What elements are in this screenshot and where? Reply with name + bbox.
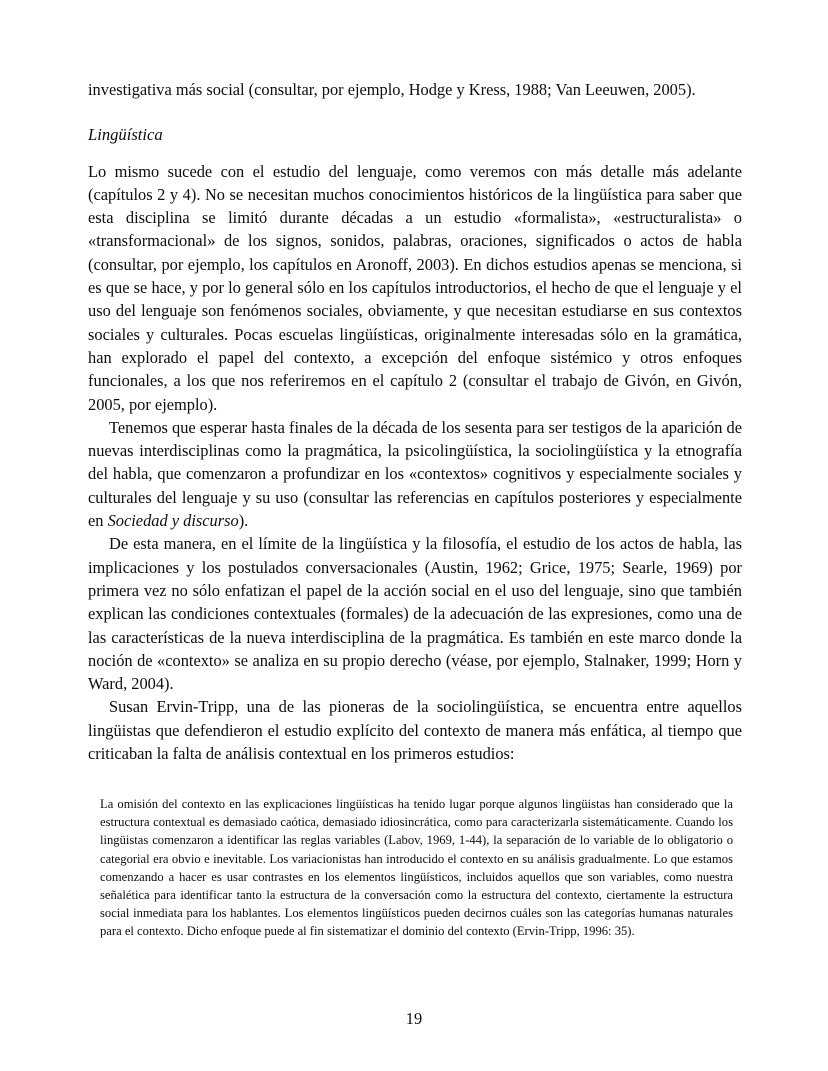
page-number: 19: [405, 1009, 423, 1028]
paragraph-4: Susan Ervin-Tripp, una de las pioneras de la sociolingüística, se encuentra entre aquellos lingüistas que defendieron el estudio explícito del contexto de manera más enfática, al tiempo que criticaban la falta de análisis contextual en los primeros estudios:: [88, 697, 742, 764]
paragraph-continuation-top: investigativa más social (consultar, por ejemplo, Hodge y Kress, 1988; Van Leeuwen, 2005).: [88, 80, 696, 99]
spacer-before-heading: [88, 101, 742, 123]
section-heading-linguistica: Lingüística: [88, 125, 163, 145]
paragraph-2-text-after-title: ).: [238, 511, 249, 531]
page-body-content: [88, 78, 742, 765]
block-quote-text: La omisión del contexto en las explicaciones lingüísticas ha tenido lugar porque algunos lingüistas han considerado que la estructura contextual es demasiado caótica, demasiado idiosincrática, como para caracterizarla sistemáticamente. Cuando los lingüistas comenzaron a identificar las reglas variables (Labov, 1969, 1-44), la separación de lo variable de lo obligatorio o categorial era obvio e inevitable. Los variacionistas han introducido el contexto en su análisis gradualmente. Lo que estamos comenzando a hacer es usar contrastes en los elementos lingüísticos, incluidos aquellos que son variables, como nuestra señalética para identificar tanto la estructura de la conversación como la estructura del contexto, ciertamente la estructura social inmediata para los hablantes. Los elementos lingüísticos pueden decirnos cuáles son las categorías humanas naturales para el contexto. Dicho enfoque puede al fin sistematizar el dominio del contexto (Ervin-Tripp, 1996: 35).: [100, 797, 733, 939]
block-quote-container: [100, 795, 733, 941]
spacer-after-heading: [88, 147, 742, 160]
paragraph-2: [88, 416, 742, 532]
paragraph-2-text-before-title: Tenemos que esperar hasta finales de la década de los sesenta para ser testigos de la aparición de nuevas interdisciplinas como la pragmática, la psicolingüística, la sociolingüística y la etnografía del habla, que comenzaron a profundizar en los «contextos» cognitivos y especialmente sociales y culturales del lenguaje y su uso (consultar las referencias en capítulos posteriores y especialmente en: [88, 417, 742, 531]
paragraph-1: Lo mismo sucede con el estudio del lenguaje, como veremos con más detalle más adelante (capítulos 2 y 4). No se necesitan muchos conocimientos históricos de la lingüística para saber que esta disciplina se limitó durante décadas a un estudio «formalista», «estructuralista» o «transformacional» de los signos, sonidos, palabras, oraciones, significados o actos de habla (consultar, por ejemplo, los capítulos en Aronoff, 2003). En dichos estudios apenas se menciona, si es que se hace, y por lo general sólo en los capítulos introductorios, el hecho de que el lenguaje y el uso del lenguaje son fenómenos sociales, obviamente, y que necesitan estudiarse en sus contextos sociales y culturales. Pocas escuelas lingüísticas, originalmente interesadas sólo en la gramática, han explorado el papel del contexto, a excepción del enfoque sistémico y otros enfoques funcionales, a los que nos referiremos en el capítulo 2 (consultar el trabajo de Givón, en Givón, 2005, por ejemplo).: [88, 161, 742, 414]
book-title-sociedad-y-discurso: Sociedad y discurso: [107, 511, 239, 531]
paragraph-3: De esta manera, en el límite de la lingüística y la filosofía, el estudio de los actos de habla, las implicaciones y los postulados conversacionales (Austin, 1962; Grice, 1975; Searle, 1969) por primera vez no sólo enfatizan el papel de la acción social en el uso del lenguaje, sino que también explican las condiciones contextuales (formales) de la adecuación de las expresiones, como una de las características de la nueva interdisciplina de la pragmática. Es también en este marco donde la noción de «contexto» se analiza en su propio derecho (véase, por ejemplo, Stalnaker, 1999; Horn y Ward, 2004).: [88, 534, 742, 694]
